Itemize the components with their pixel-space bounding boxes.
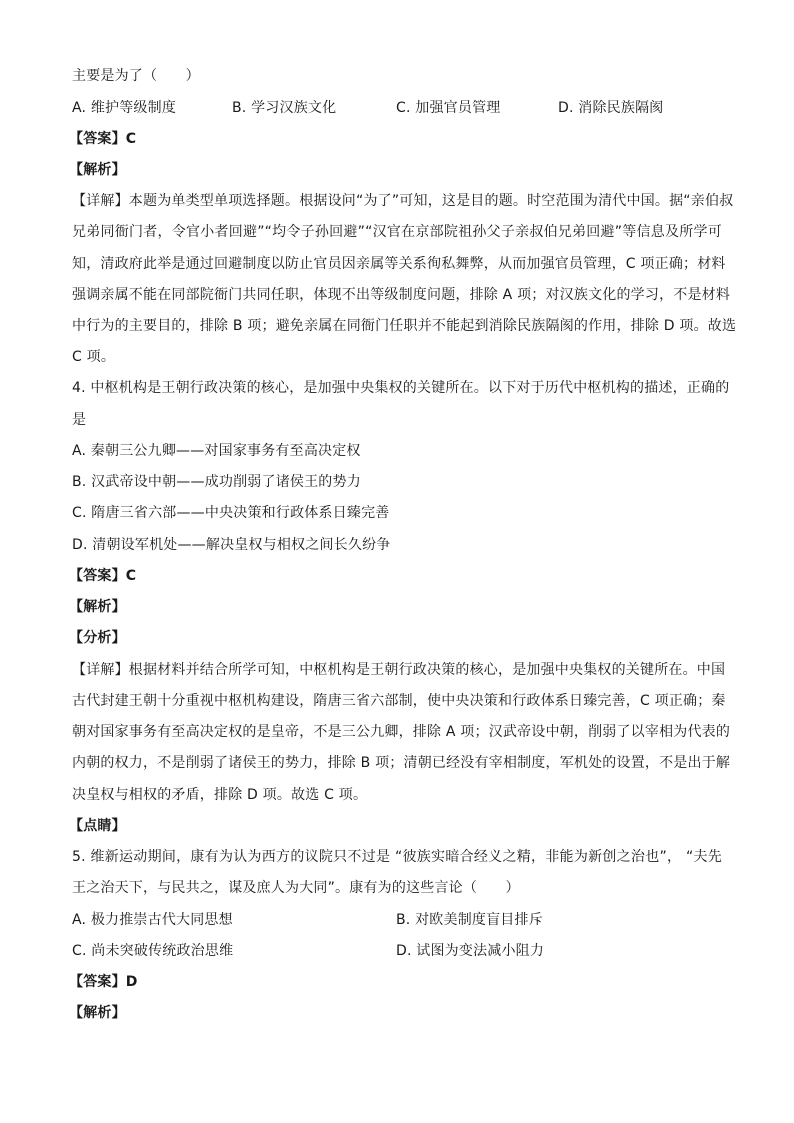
q3-option-b: B. 学习汉族文化 [232,100,337,116]
q5-option-c: C. 尚未突破传统政治思维 [72,943,234,959]
q3-option-a: A. 维护等级制度 [72,100,177,116]
q4-stem-line: 4. 中枢机构是王朝行政决策的核心，是加强中央集权的关键所在。以下对于历代中枢机构的描述，正确的 [72,380,730,396]
q5-option-a: A. 极力推崇古代大同思想 [72,912,233,928]
q3-detail-line: 知，清政府此举是通过回避制度以防止官员因亲属等关系徇私舞弊，从而加强官员管理，C 项正确；材料 [72,256,726,272]
q3-detail-line: 中行为的主要目的，排除 B 项；避免亲属在同衙门任职并不能起到消除民族隔阂的作用，排除 D 项。故选 [72,318,737,334]
q4-detail-line: 朝对国家事务有至高决定权的是皇帝，不是三公九卿，排除 A 项；汉武帝设中朝，削弱了以宰相为代表的 [72,724,731,740]
q3-detail-line: 【详解】本题为单类型单项选择题。根据设问“为了”可知，这是目的题。时空范围为清代中国。据“亲伯叔 [72,193,734,209]
q3-stem-tail: 主要是为了（ ） [72,68,200,84]
q4-detail-line: 决皇权与相权的矛盾，排除 D 项。故选 C 项。 [72,787,368,803]
q3-detail-line: 兄弟同衙门者，令官小者回避”“均令子孙回避”“汉官在京部院祖孙父子亲叔伯兄弟回避”等信息及所学可 [72,224,722,240]
q3-option-c: C. 加强官员管理 [396,100,501,116]
q4-option-b: B. 汉武帝设中朝——成功削弱了诸侯王的势力 [72,474,361,490]
q5-option-d: D. 试图为变法减小阻力 [396,943,545,959]
q3-answer: 【答案】C [69,131,137,147]
q5-option-b: B. 对欧美制度盲目排斥 [396,912,543,928]
q3-option-d: D. 消除民族隔阂 [558,100,664,116]
q5-stem-line: 5. 维新运动期间，康有为认为西方的议院只不过是 “彼族实暗合经义之精，非能为新创之治也”， “夫先 [72,849,722,865]
q3-analysis-label: 【解析】 [69,162,126,178]
q4-fenxi-label: 【分析】 [69,630,126,646]
q5-answer: 【答案】D [69,974,138,990]
q4-stem-line: 是 [72,412,87,428]
q3-detail-line: C 项。 [72,349,116,365]
q4-analysis-label: 【解析】 [69,599,126,615]
q4-dianjing-label: 【点睛】 [69,818,126,834]
q4-detail-line: 【详解】根据材料并结合所学可知，中枢机构是王朝行政决策的核心，是加强中央集权的关键所在。中国 [72,662,726,678]
q4-detail-line: 古代封建王朝十分重视中枢机构建设，隋唐三省六部制，使中央决策和行政体系日臻完善，C 项正确；秦 [72,693,726,709]
q5-stem-line: 王之治天下，与民共之，谋及庶人为大同”。康有为的这些言论（ ） [72,880,520,896]
q4-option-d: D. 清朝设军机处——解决皇权与相权之间长久纷争 [72,537,391,553]
q4-option-a: A. 秦朝三公九卿——对国家事务有至高决定权 [72,443,361,459]
q4-answer: 【答案】C [69,568,137,584]
q5-analysis-label: 【解析】 [69,1005,126,1021]
q4-option-c: C. 隋唐三省六部——中央决策和行政体系日臻完善 [72,505,390,521]
q3-detail-line: 强调亲属不能在同部院衙门共同任职，体现不出等级制度问题，排除 A 项；对汉族文化的学习，不是材料 [72,287,731,303]
q4-detail-line: 内朝的权力，不是削弱了诸侯王的势力，排除 B 项；清朝已经没有宰相制度，军机处的设置，不是出于解 [72,755,731,771]
